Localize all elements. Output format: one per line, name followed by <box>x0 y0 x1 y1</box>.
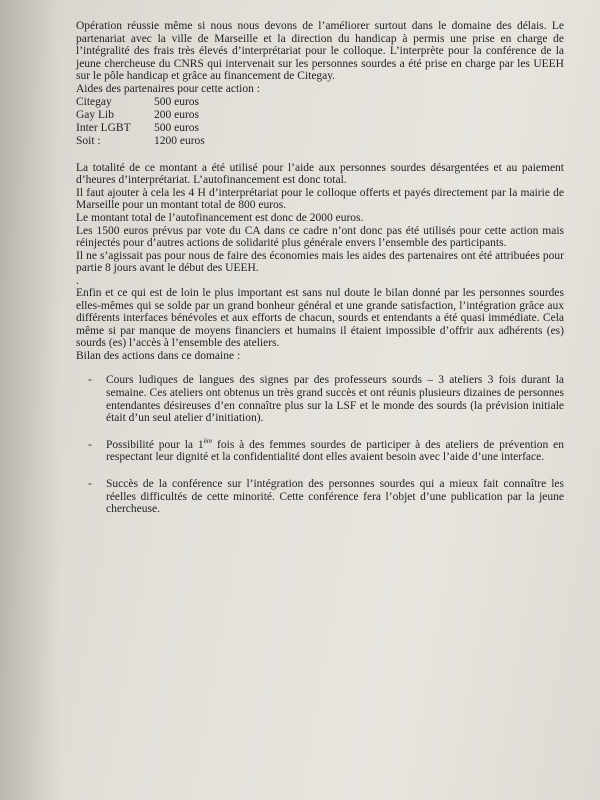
paragraph-interpreting: Il faut ajouter à cela les 4 H d’interprétariat pour le colloque offerts et payés directement par la mairie de Marseille pour un montant total de 800 euros. <box>76 186 564 212</box>
list-item <box>76 374 564 424</box>
document-body <box>76 20 564 530</box>
ordinal-superscript: ère <box>203 437 213 446</box>
aid-name: Soit : <box>76 134 101 147</box>
stray-dot: . <box>76 274 79 287</box>
aid-row <box>76 109 564 122</box>
aid-amount: 200 euros <box>154 108 200 121</box>
aid-name: Citegay <box>76 95 112 108</box>
aid-amount: 1200 euros <box>154 134 205 147</box>
aid-row <box>76 96 564 109</box>
aid-row-total <box>76 135 564 148</box>
bilan-heading: Bilan des actions dans ce domaine : <box>76 349 241 362</box>
list-item-text: Cours ludiques de langues des signes par des professeurs sourds – 3 ateliers 3 fois durant la semaine. Ces ateliers ont obtenus un très grand succès et ont réunis plusieurs dizaines de personnes entendantes désireuses d’en connaître plus sur la LSF et le monde des sourds (la prévision initiale était d’un seul atelier d’initiation). <box>106 374 564 425</box>
bullet-dash: - <box>88 438 92 451</box>
list-item-text <box>106 439 564 464</box>
paragraph-usage: La totalité de ce montant a été utilisé pour l’aide aux personnes sourdes désargentées et au paiement d’heures d’interprétariat. L’autofinancement est donc total. <box>76 161 564 187</box>
aids-heading: Aides des partenaires pour cette action : <box>76 82 260 95</box>
list-item-text-end: fois à des femmes sourdes de participer à des ateliers de prévention en respectant leur dignité et la confidentialité dont elles avaient besoin avec l’aide d’une interface. <box>106 438 564 464</box>
aid-amount: 500 euros <box>154 121 200 134</box>
list-item-text: Succès de la conférence sur l’intégration des personnes sourdes qui a mieux fait connaître les réelles difficultés de cette minorité. Cette conférence fera l’objet d’une publication par la jeune chercheuse. <box>106 478 564 516</box>
bullet-dash: - <box>88 478 92 491</box>
paragraph-conclusion: Enfin et ce qui est de loin le plus important est sans nul doute le bilan donné par les personnes sourdes elles-mêmes qui se solde par un grand bonheur général et une grande satisfaction, l’intégration grâce aux différents interfaces bénévoles et aux efforts de chacun, sourds et entendants a été quasi immédiate. Cela même si par manque de moyens financiers et humains il étaient impossible d’offrir aux adhérents (es) sourds (es) l’accès à l’ensemble des ateliers. <box>76 286 564 350</box>
list-item <box>76 439 564 464</box>
paragraph-partner-aid: Il ne s’agissait pas pour nous de faire des économies mais les aides des partenaires ont été attribuées pour partie 8 jours avant le début des UEEH. <box>76 249 564 275</box>
paragraph-intro: Opération réussie même si nous nous devons de l’améliorer surtout dans le domaine des délais. Le partenariat avec la ville de Marseille et la direction du handicap à permis une prise en charge de l’intégralité des frais très élevés d’interprétariat pour le colloque. L’interprète pour la conférence de la jeune chercheuse du CNRS qui intervenait sur les personnes sourdes a été prise en charge par les UEEH sur le pôle handicap et grâce au financement de Citegay. <box>76 20 564 83</box>
paragraph-self-financing: Le montant total de l’autofinancement est donc de 2000 euros. <box>76 211 364 224</box>
bilan-list <box>76 374 564 515</box>
aid-row <box>76 122 564 135</box>
aid-name: Gay Lib <box>76 108 115 121</box>
list-item <box>76 478 564 516</box>
aid-name: Inter LGBT <box>76 121 131 134</box>
aid-amount: 500 euros <box>154 95 200 108</box>
bullet-dash: - <box>88 374 92 387</box>
aids-table <box>76 96 564 148</box>
paragraph-ca-vote: Les 1500 euros prévus par vote du CA dans ce cadre n’ont donc pas été utilisés pour cette action mais réinjectés pour d’autres actions de solidarité plus générale envers l’ensemble des participants. <box>76 224 564 250</box>
page-shadow <box>0 0 60 800</box>
list-item-text-start: Possibilité pour la 1 <box>106 438 204 451</box>
